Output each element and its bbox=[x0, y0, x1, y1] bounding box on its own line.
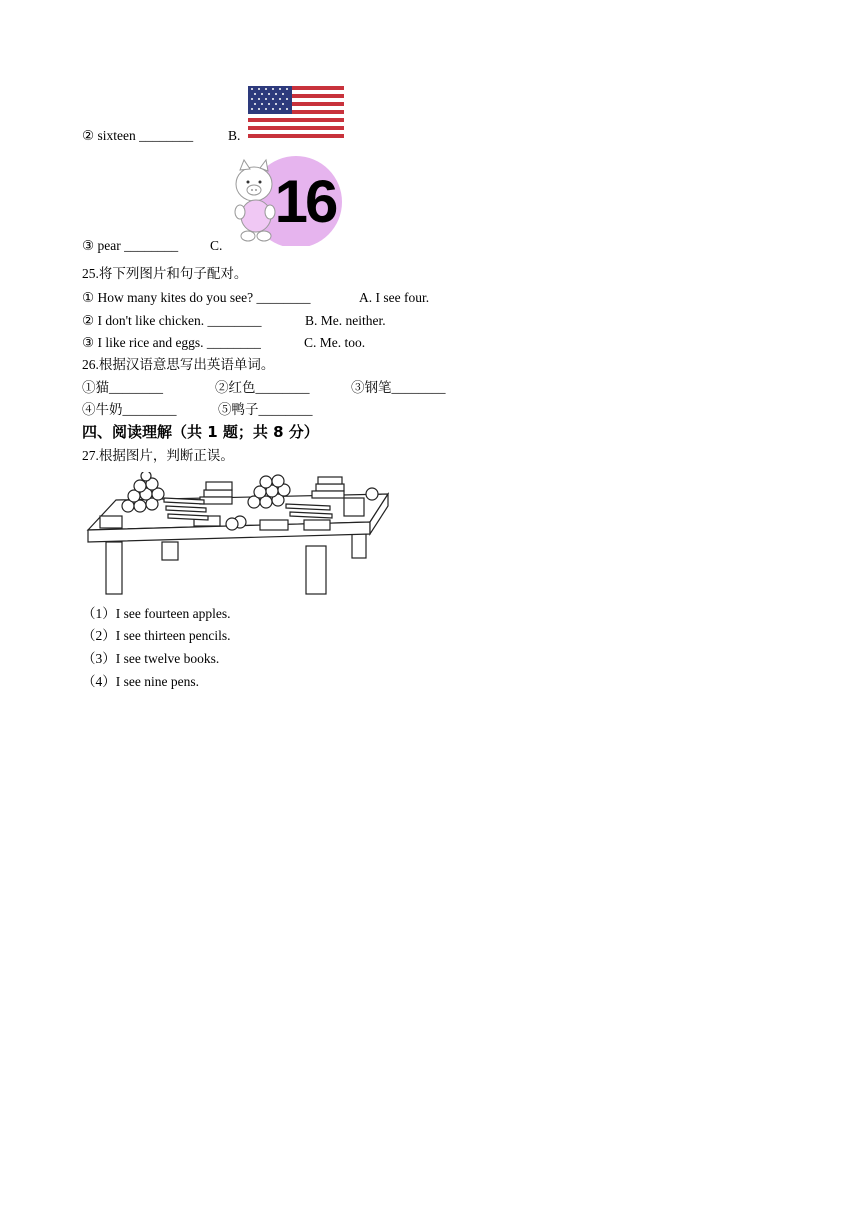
table-illustration bbox=[86, 472, 390, 596]
q26-item-duck: ⑤鸭子________ bbox=[218, 402, 313, 417]
match-item-3: ③ pear ________ bbox=[82, 238, 179, 253]
q27-item-2: （2）I see thirteen pencils. bbox=[82, 628, 231, 643]
us-flag-image bbox=[248, 86, 344, 138]
q25-answer-b: B. Me. neither. bbox=[305, 313, 386, 328]
q26-title: 26.根据汉语意思写出英语单词。 bbox=[82, 357, 275, 372]
option-b-label: B. bbox=[228, 128, 241, 143]
match-item-2: ② sixteen ________ bbox=[82, 128, 194, 143]
q25-question-1: ① How many kites do you see? ________ bbox=[82, 290, 311, 305]
section-heading: 四、阅读理解（共 1 题；共 8 分） bbox=[82, 423, 319, 441]
option-c-label: C. bbox=[210, 238, 223, 253]
q25-answer-a: A. I see four. bbox=[359, 290, 430, 305]
pig-sixteen-image bbox=[230, 154, 344, 246]
pig-number: 16 bbox=[274, 168, 336, 235]
q26-item-pen: ③钢笔________ bbox=[351, 380, 446, 395]
q26-item-cat: ①猫________ bbox=[82, 380, 163, 395]
q25-question-3: ③ I like rice and eggs. ________ bbox=[82, 335, 261, 350]
q25-question-2: ② I don't like chicken. ________ bbox=[82, 313, 262, 328]
q25-answer-c: C. Me. too. bbox=[304, 335, 366, 350]
q27-item-3: （3）I see twelve books. bbox=[82, 651, 220, 666]
q27-item-1: （1）I see fourteen apples. bbox=[82, 606, 231, 621]
q25-title: 25.将下列图片和句子配对。 bbox=[82, 266, 248, 281]
q27-item-4: （4）I see nine pens. bbox=[82, 674, 199, 689]
q26-item-red: ②红色________ bbox=[215, 380, 310, 395]
q27-title: 27.根据图片，判断正误。 bbox=[82, 448, 234, 463]
q26-item-milk: ④牛奶________ bbox=[82, 402, 177, 417]
